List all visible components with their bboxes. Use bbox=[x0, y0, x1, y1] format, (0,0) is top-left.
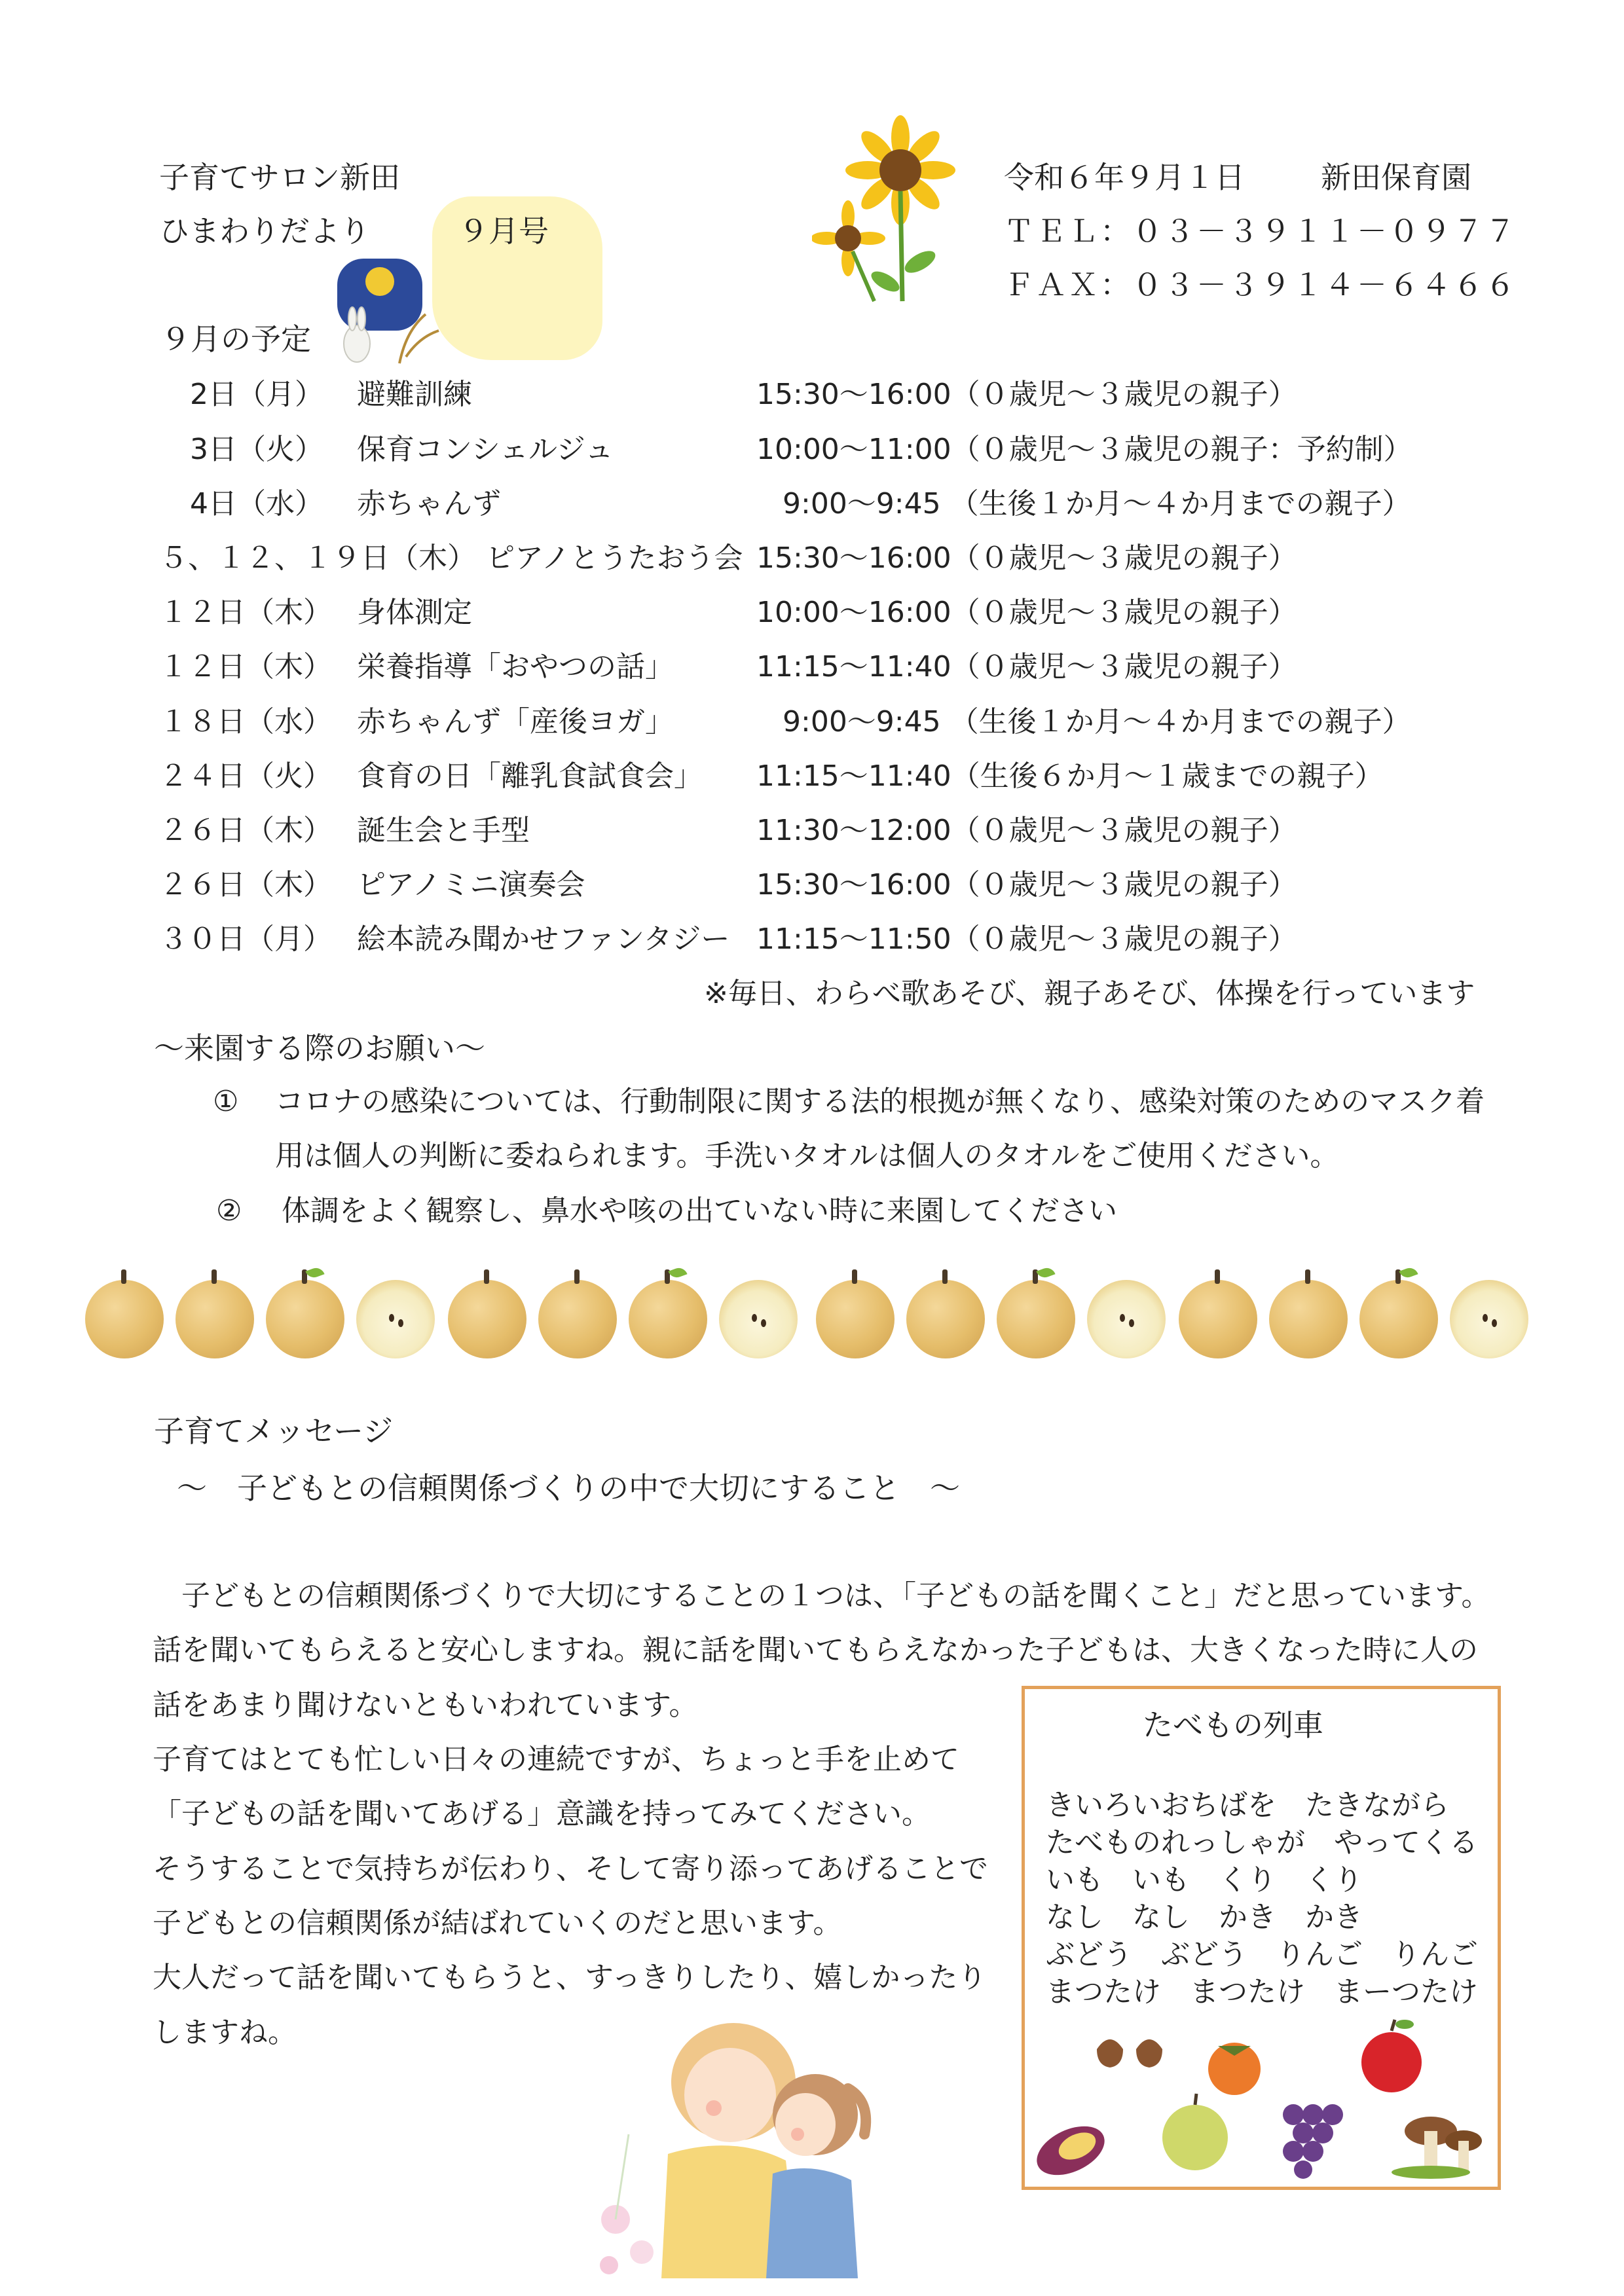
nursery-name: 新田保育園 bbox=[1321, 160, 1471, 195]
schedule-row bbox=[0, 921, 1624, 974]
schedule-row bbox=[0, 812, 1624, 865]
schedule-row bbox=[0, 867, 1624, 919]
schedule-row bbox=[0, 649, 1624, 701]
schedule-row bbox=[0, 704, 1624, 756]
schedule-event: 絵本読み聞かせファンタジー bbox=[357, 922, 730, 956]
pear-icon bbox=[85, 1280, 164, 1358]
message-line: しますね。 bbox=[153, 2016, 297, 2049]
issue-date: 令和６年９月１日 bbox=[1004, 160, 1245, 195]
schedule-date: ３０日（月） bbox=[159, 922, 332, 956]
poem-line: たべものれっしゃが やってくる bbox=[1046, 1826, 1478, 1859]
schedule-time: 10:00～11:00（０歳児～３歳児の親子：予約制） bbox=[756, 433, 1412, 466]
schedule-event: 食育の日「離乳食試食会」 bbox=[357, 759, 703, 793]
requests-title: ～来園する際のお願い～ bbox=[154, 1030, 485, 1066]
pear-icon bbox=[266, 1280, 344, 1358]
schedule-time: 11:15～11:40（生後６か月～１歳までの親子） bbox=[756, 759, 1384, 793]
message-line: そうすることで気持ちが伝わり、そして寄り添ってあげることで bbox=[153, 1852, 988, 1886]
newsletter-name: ひまわりだより bbox=[159, 213, 370, 249]
message-line: 子育てはとても忙しい日々の連続ですが、ちょっと手を止めて bbox=[153, 1743, 959, 1776]
pear-icon bbox=[1269, 1280, 1348, 1358]
request-text: 用は個人の判断に委ねられます。手洗いタオルは個人のタオルをご使用ください。 bbox=[275, 1139, 1339, 1173]
schedule-time: 15:30～16:00（０歳児～３歳児の親子） bbox=[756, 541, 1297, 575]
mother-child-illustration bbox=[589, 2003, 904, 2278]
pear-icon bbox=[816, 1280, 895, 1358]
schedule-event: 誕生会と手型 bbox=[357, 814, 530, 847]
schedule-date: 2日（月） bbox=[190, 378, 323, 411]
schedule-time: 10:00～16:00（０歳児～３歳児の親子） bbox=[756, 596, 1297, 629]
cut-pear-icon bbox=[356, 1280, 435, 1358]
pear-icon bbox=[1179, 1280, 1257, 1358]
schedule-row bbox=[0, 758, 1624, 811]
sunflower-illustration bbox=[812, 111, 969, 308]
schedule-date: １２日（木） bbox=[159, 650, 332, 683]
schedule-event: ピアノミニ演奏会 bbox=[357, 868, 585, 902]
pear-icon bbox=[448, 1280, 526, 1358]
schedule-title: ９月の予定 bbox=[160, 321, 311, 357]
schedule-row bbox=[0, 486, 1624, 538]
issue-label: ９月号 bbox=[458, 213, 549, 249]
schedule-event: 赤ちゃんず bbox=[357, 487, 501, 520]
schedule-footnote: ※毎日、わらべ歌あそび、親子あそび、体操を行っています bbox=[704, 977, 1475, 1010]
message-line: 子どもとの信頼関係づくりで大切にすることの１つは、「子どもの話を聞くこと」だと思っています。 bbox=[153, 1579, 1490, 1613]
schedule-time: 11:15～11:40（０歳児～３歳児の親子） bbox=[756, 650, 1297, 683]
pear-icon bbox=[629, 1280, 707, 1358]
schedule-date: ２４日（火） bbox=[159, 759, 332, 793]
schedule-time: 15:30～16:00（０歳児～３歳児の親子） bbox=[756, 378, 1297, 411]
schedule-row bbox=[0, 540, 1624, 592]
schedule-event: ピアノとうたおう会 bbox=[486, 541, 743, 575]
pear-icon bbox=[1359, 1280, 1438, 1358]
schedule-time: 11:15～11:50（０歳児～３歳児の親子） bbox=[756, 922, 1297, 956]
schedule-event: 赤ちゃんず「産後ヨガ」 bbox=[357, 705, 674, 738]
schedule-date: １８日（水） bbox=[159, 705, 332, 738]
schedule-date: ２６日（木） bbox=[159, 868, 332, 902]
message-line: 話を聞いてもらえると安心しますね。親に話を聞いてもらえなかった子どもは、大きくなった時に人の bbox=[153, 1633, 1478, 1667]
request-number: ① bbox=[213, 1085, 239, 1118]
schedule-row bbox=[0, 376, 1624, 429]
moon-rabbit-illustration bbox=[327, 252, 445, 370]
schedule-date: ２６日（木） bbox=[159, 814, 332, 847]
poem-line: ぶどう ぶどう りんご りんご bbox=[1046, 1938, 1478, 1971]
schedule-time: 9:00～9:45 （生後１か月～４か月までの親子） bbox=[783, 705, 1411, 738]
request-text: 体調をよく観察し、鼻水や咳の出ていない時に来園してください bbox=[282, 1194, 1117, 1228]
schedule-event: 身体測定 bbox=[357, 596, 472, 629]
pear-icon bbox=[538, 1280, 617, 1358]
schedule-event: 保育コンシェルジュ bbox=[357, 433, 614, 466]
schedule-time: 9:00～9:45 （生後１か月～４か月までの親子） bbox=[783, 487, 1411, 520]
schedule-date: ５、１２、１９日（木） bbox=[159, 541, 476, 575]
poem-title: たべもの列車 bbox=[1143, 1707, 1323, 1743]
autumn-food-illustration bbox=[1025, 2016, 1490, 2180]
poem-line: きいろいおちばを たきながら bbox=[1046, 1789, 1449, 1822]
pear-icon bbox=[175, 1280, 254, 1358]
message-subtitle: ～ 子どもとの信頼関係づくりの中で大切にすること ～ bbox=[177, 1470, 960, 1506]
schedule-event: 栄養指導「おやつの話」 bbox=[357, 650, 674, 683]
request-number: ② bbox=[216, 1194, 242, 1228]
salon-name: 子育てサロン新田 bbox=[159, 160, 400, 195]
schedule-date: 3日（火） bbox=[190, 433, 323, 466]
cut-pear-icon bbox=[1450, 1280, 1528, 1358]
poem-line: まつたけ まつたけ まーつたけ bbox=[1046, 1975, 1478, 2009]
schedule-date: １２日（木） bbox=[159, 596, 332, 629]
schedule-date: 4日（水） bbox=[190, 487, 323, 520]
message-line: 話をあまり聞けないともいわれています。 bbox=[153, 1688, 698, 1722]
pear-icon bbox=[906, 1280, 985, 1358]
schedule-time: 11:30～12:00（０歳児～３歳児の親子） bbox=[756, 814, 1297, 847]
message-title: 子育てメッセージ bbox=[154, 1413, 394, 1449]
tel-number: ＴＥＬ：０３－３９１１－０９７７ bbox=[1004, 213, 1517, 249]
request-text: コロナの感染については、行動制限に関する法的根拠が無くなり、感染対策のためのマスク着 bbox=[275, 1085, 1485, 1118]
poem-line: いも いも くり くり bbox=[1046, 1863, 1363, 1897]
schedule-event: 避難訓練 bbox=[357, 378, 472, 411]
message-line: 子どもとの信頼関係が結ばれていくのだと思います。 bbox=[153, 1906, 842, 1940]
pear-icon bbox=[997, 1280, 1075, 1358]
fax-number: ＦＡＸ：０３－３９１４－６４６６ bbox=[1004, 267, 1517, 302]
message-line: 「子どもの話を聞いてあげる」意識を持ってみてください。 bbox=[153, 1797, 931, 1831]
cut-pear-icon bbox=[1087, 1280, 1166, 1358]
schedule-time: 15:30～16:00（０歳児～３歳児の親子） bbox=[756, 868, 1297, 902]
message-line: 大人だって話を聞いてもらうと、すっきりしたり、嬉しかったり bbox=[153, 1961, 987, 1994]
schedule-row bbox=[0, 431, 1624, 484]
cut-pear-icon bbox=[719, 1280, 798, 1358]
schedule-row bbox=[0, 594, 1624, 647]
poem-line: なし なし かき かき bbox=[1046, 1901, 1363, 1934]
